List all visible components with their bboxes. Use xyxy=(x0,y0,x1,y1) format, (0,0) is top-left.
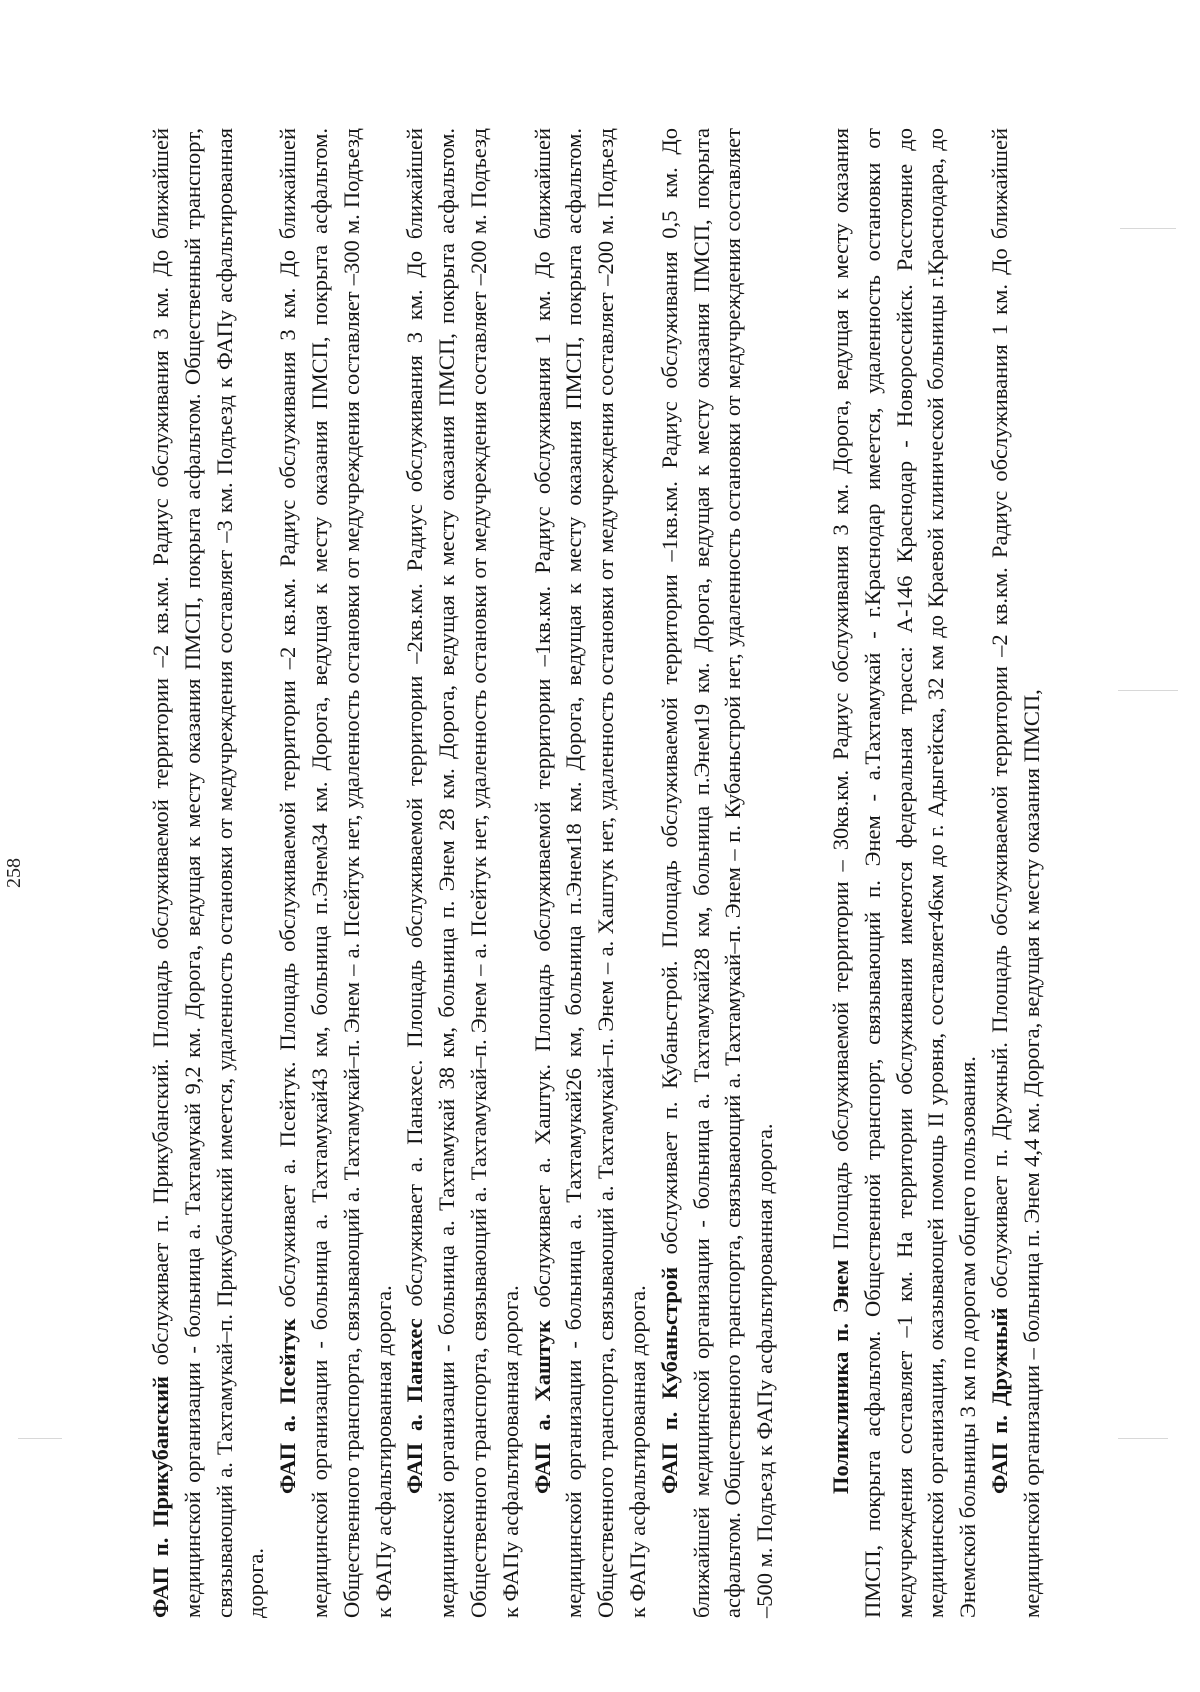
fap-section xyxy=(145,128,781,1618)
paragraph-fap-khashtuk xyxy=(527,128,654,1618)
paragraph-text: обслуживает п. Прикубанский. Площадь обслуживаемой территории –2 кв.км. Радиус обслуживания 3 км. До ближайшей медицинской организации - больница а. Тахтамукай 9,2 км. Дорога, ведущая к месту оказания ПМСП, покрыта асфальтом. Общественный транспорт, связывающий а. Тахтамукай–п. Прикубанский имеется, удаленность остановки от медучреждения составляет –3 км. Подъезд к ФАПу асфальтированная дорога. xyxy=(148,127,269,1618)
paragraph-text: обслуживает п. Дружный. Площадь обслуживаемой территории –2 кв.км. Радиус обслуживания 1 км. До ближайшей медицинской организации – больница п. Энем 4,4 км. Дорога, ведущая к месту оказания ПМСП, xyxy=(986,128,1044,1618)
paragraph-polyclinic-enem xyxy=(825,128,984,1618)
page-number: 258 xyxy=(3,858,25,888)
paragraph-title: Поликлиника п. Энем xyxy=(827,1259,853,1494)
paragraph-title: ФАП п. Кубаньстрой xyxy=(656,1266,682,1494)
paragraph-title: ФАП п. Дружный xyxy=(986,1307,1012,1494)
paragraph-title: ФАП а. Хаштук xyxy=(529,1319,555,1494)
scan-artifact xyxy=(1118,1438,1168,1439)
paragraph-text: обслуживает а. Панахес. Площадь обслуживаемой территории –2кв.км. Радиус обслуживания 3 км. До ближайшей медицинской организации - больница а. Тахтамукай 38 км, больница п. Энем 28 км. Дорога, ведущая к месту оказания ПМСП, покрыта асфальтом. Общественного транспорта, связывающий а. Тахтамукай–п. Энем – а. Псейтук нет, удаленность остановки от медучреждения составляет –200 м. Подъезд к ФАПу асфальтированная дорога. xyxy=(402,128,523,1618)
paragraph-text: Площадь обслуживаемой территории – 30кв.км. Радиус обслуживания 3 км. Дорога, ведущая к месту оказания ПМСП, покрыта асфальтом. Общественной транспорт, связывающий п. Энем - а.Тахтамукай - г.Краснодар имеется, удаленность остановки от медучреждения составляет –1 км. На территории обслуживания имеются федеральная трасса: А-146 Краснодар - Новороссийск. Расстояние до медицинской организации, оказывающей помощь II уровня, составляет46км до г. Адыгейска, 32 км до Краевой клинической больницы г.Краснодара, до Энемской больницы 3 км по дорогам общего пользования. xyxy=(827,128,981,1618)
paragraph-fap-pseytuk xyxy=(272,128,399,1618)
scan-artifact xyxy=(1118,690,1178,691)
clinic-section xyxy=(825,128,1048,1618)
paragraph-title: ФАП а. Псейтук xyxy=(275,1318,301,1494)
paragraph-fap-druzhny xyxy=(984,128,1048,1618)
paragraph-fap-panakhes xyxy=(399,128,526,1618)
scan-artifact xyxy=(1120,228,1176,229)
paragraph-title: ФАП п. Прикубанский xyxy=(148,1376,173,1618)
paragraph-fap-prikubansky xyxy=(145,128,272,1618)
paragraph-text: обслуживает п. Кубаньстрой. Площадь обслуживаемой территории –1кв.км. Радиус обслуживания 0,5 км. До ближайшей медицинской организации - больница а. Тахтамукай28 км, больница п.Энем19 км. Дорога, ведущая к месту оказания ПМСП, покрыта асфальтом. Общественного транспорта, связывающий а. Тахтамукай–п. Энем – п. Кубаньстрой нет, удаленность остановки от медучреждения составляет –500 м. Подъезд к ФАПу асфальтированная дорога. xyxy=(656,128,778,1618)
paragraph-text: обслуживает а. Псейтук. Площадь обслуживаемой территории –2 кв.км. Радиус обслуживания 3 км. До ближайшей медицинской организации - больница а. Тахтамукай43 км, больница п.Энем34 км. Дорога, ведущая к месту оказания ПМСП, покрыта асфальтом. Общественного транспорта, связывающий а. Тахтамукай–п. Энем – а. Псейтук нет, удаленность остановки от медучреждения составляет –300 м. Подъезд к ФАПу асфальтированная дорога. xyxy=(275,128,396,1618)
rotated-document-sheet xyxy=(3,127,1044,1618)
paragraph-title: ФАП а. Панахес xyxy=(402,1318,428,1494)
scan-artifact xyxy=(18,1438,62,1439)
paragraph-fap-kubanstroy xyxy=(654,128,781,1618)
paragraph-text: обслуживает а. Хаштук. Площадь обслуживаемой территории –1кв.км. Радиус обслуживания 1 км. До ближайшей медицинской организации - больница а. Тахтамукай26 км, больница п.Энем18 км. Дорога, ведущая к месту оказания ПМСП, покрыта асфальтом. Общественного транспорта, связывающий а. Тахтамукай–п. Энем – а. Хаштук нет, удаленность остановки от медучреждения составляет –200 м. Подъезд к ФАПу асфальтированная дорога. xyxy=(529,128,650,1618)
